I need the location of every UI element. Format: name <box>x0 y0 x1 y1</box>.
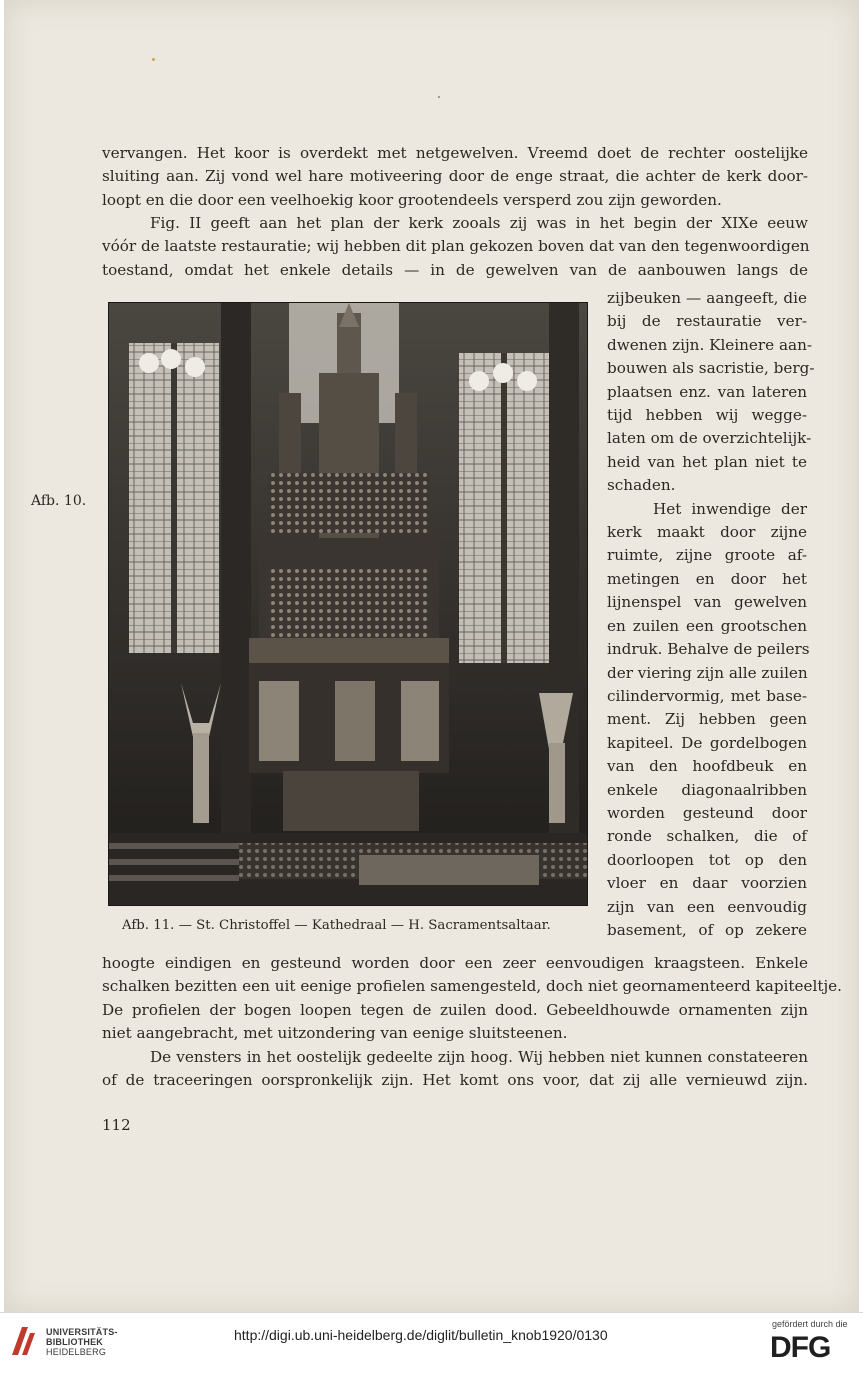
text-line: Het inwendige der <box>653 499 807 518</box>
text-line: toestand, omdat het enkele details — in de gewelven van de aanbouwen langs de <box>102 260 808 279</box>
library-name-line: BIBLIOTHEK <box>46 1337 103 1347</box>
library-name-line: UNIVERSITÄTS- <box>46 1327 118 1337</box>
text-line: lijnenspel van gewelven <box>607 593 807 612</box>
library-name <box>46 1327 118 1357</box>
figure-caption: Afb. 11. — St. Christoffel — Kathedraal — H. Sacramentsaltaar. <box>122 918 551 933</box>
text-line: plaatsen enz. van lateren <box>607 382 807 401</box>
text-line: ronde schalken, die of <box>607 827 807 846</box>
dfg-logo: DFG <box>770 1331 831 1364</box>
text-line: bij de restauratie ver- <box>607 312 807 331</box>
paragraph-fig <box>102 212 808 282</box>
text-line: tijd hebben wij wegge- <box>607 406 807 425</box>
text-line: laten om de overzichtelijk- <box>607 429 812 448</box>
text-line: zijbeuken — aangeeft, die <box>607 289 807 307</box>
text-line: sluiting aan. Zij vond wel hare motiveering door de enge straat, die achter de kerk door- <box>102 167 808 186</box>
text-line: worden gesteund door <box>607 803 807 822</box>
text-line: ruimte, zijne groote af- <box>607 546 807 565</box>
text-line: loopt en die door een veelhoekig koor grootendeels versperd zou zijn geworden. <box>102 190 722 209</box>
paragraph-last <box>102 1046 808 1093</box>
paragraph-bottom <box>102 952 842 1046</box>
text-line: en zuilen een grootschen <box>607 616 807 635</box>
text-line: De vensters in het oostelijk gedeelte zijn hoog. Wij hebben niet kunnen constateeren <box>150 1048 808 1066</box>
text-line: indruk. Behalve de peilers <box>607 640 810 659</box>
text-line: dwenen zijn. Kleinere aan- <box>607 335 813 354</box>
text-line: hoogte eindigen en gesteund worden door een zeer eenvoudigen kraagsteen. Enkele <box>102 954 808 972</box>
text-line: enkele diagonaalribben <box>607 780 807 799</box>
text-line: van den hoofdbeuk en <box>607 757 807 776</box>
text-line: metingen en door het <box>607 569 807 588</box>
document-url-link[interactable]: http://digi.ub.uni-heidelberg.de/diglit/bulletin_knob1920/0130 <box>234 1327 608 1343</box>
paragraph-narrow <box>607 287 815 942</box>
text-line: niet aangebracht, met uitzondering van eenige sluitsteenen. <box>102 1024 568 1043</box>
text-line: schalken bezitten een uit eenige profielen samengesteld, doch niet geornamenteerd kapiteeltje. <box>102 977 842 996</box>
text-line: der viering zijn alle zuilen <box>607 663 808 682</box>
altar-photograph <box>108 302 588 906</box>
text-line: cilindervormig, met base- <box>607 686 807 705</box>
text-line: basement, of op zekere <box>607 920 807 939</box>
text-line: De profielen der bogen loopen tegen de zuilen dood. Gebeeldhouwde ornamenten zijn <box>102 1000 808 1019</box>
text-line: ment. Zij hebben geen <box>607 710 807 729</box>
text-line: Fig. II geeft aan het plan der kerk zooals zij was in het begin der XIXe eeuw <box>150 214 808 232</box>
text-line: heid van het plan niet te <box>607 452 807 471</box>
text-line: kapiteel. De gordelbogen <box>607 733 807 752</box>
paragraph-top <box>102 142 808 212</box>
library-name-line: HEIDELBERG <box>46 1347 107 1357</box>
text-line: vóór de laatste restauratie; wij hebben dit plan gekozen boven dat van den tegenwoordigen <box>102 237 810 256</box>
funding-caption: gefördert durch die <box>772 1319 848 1329</box>
university-library-logo-icon <box>8 1321 38 1361</box>
text-line: doorloopen tot op den <box>607 850 807 869</box>
text-line: bouwen als sacristie, berg- <box>607 359 815 378</box>
text-line: schaden. <box>607 476 676 495</box>
side-figure-label: Afb. 10. <box>31 493 87 509</box>
text-line: of de traceeringen oorspronkelijk zijn. Het komt ons voor, dat zij alle vernieuwd zijn. <box>102 1071 808 1090</box>
text-line: vloer en daar voorzien <box>607 874 807 893</box>
text-line: zijn van een eenvoudig <box>607 897 807 916</box>
text-line: vervangen. Het koor is overdekt met netgewelven. Vreemd doet de rechter oostelijke <box>102 144 808 162</box>
speck <box>438 96 440 98</box>
page-number: 112 <box>102 1116 131 1134</box>
speck <box>152 58 155 61</box>
altar-illustration <box>109 303 587 905</box>
text-line: kerk maakt door zijne <box>607 523 807 542</box>
footer-bar <box>0 1312 863 1373</box>
